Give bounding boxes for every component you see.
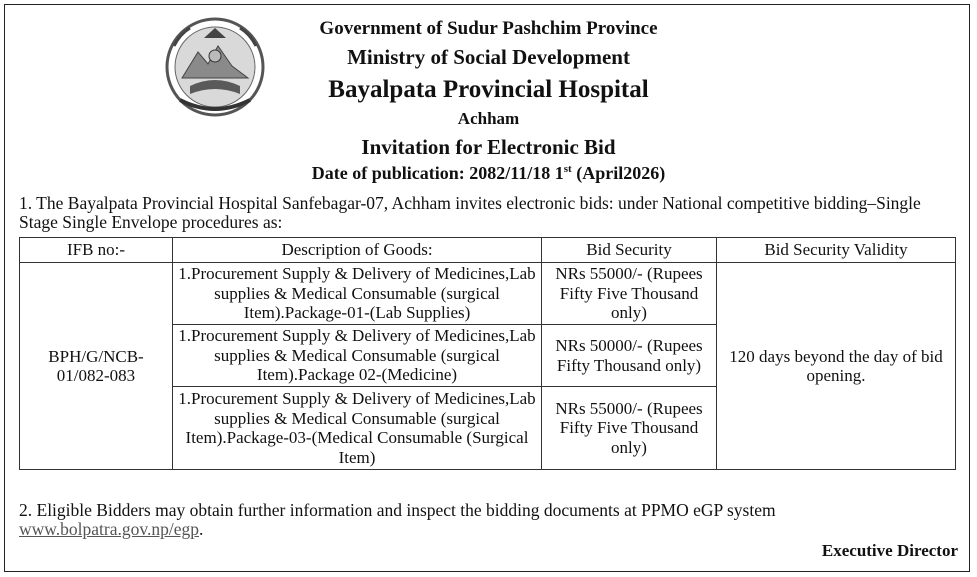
validity-cell: 120 days beyond the day of bid opening. [717,263,956,470]
description-cell: 1.Procurement Supply & Delivery of Medicines,Lab supplies & Medical Consumable (surgical Item).Package-01-(Lab Supplies) [173,263,542,325]
description-cell: 1.Procurement Supply & Delivery of Medicines,Lab supplies & Medical Consumable (surgical Item).Package-03-(Medical Consumable (Surgical Item) [173,387,542,470]
security-cell: NRs 55000/- (Rupees Fifty Five Thousand only) [542,263,717,325]
table-row [20,263,956,325]
publication-date [0,163,977,184]
header-validity: Bid Security Validity [717,238,956,263]
publication-date-text: Date of publication: 2082/11/18 1 [311,163,564,183]
publication-date-suffix: (April2026) [571,163,666,183]
ministry-heading: Ministry of Social Development [347,45,630,69]
bid-table [19,237,956,470]
table-header-row [20,238,956,263]
publication-date-sup: st [563,163,572,175]
header-description: Description of Goods: [173,238,542,263]
notice-title: Invitation for Electronic Bid [361,135,616,159]
eligibility-end: . [198,519,204,539]
header-security: Bid Security [542,238,717,263]
government-heading: Government of Sudur Pashchim Province [319,18,658,39]
egp-link[interactable]: www.bolpatra.gov.np/egp [19,519,199,539]
header-ifb: IFB no:- [20,238,173,263]
district-heading: Achham [457,109,520,128]
hospital-heading: Bayalpata Provincial Hospital [328,76,649,103]
eligibility-text: 2. Eligible Bidders may obtain further information and inspect the bidding documents at PPMO eGP system [19,500,776,520]
eligibility-paragraph [19,501,964,539]
description-cell: 1.Procurement Supply & Delivery of Medicines,Lab supplies & Medical Consumable (surgical Item).Package 02-(Medicine) [173,325,542,387]
ifb-number: BPH/G/NCB-01/082-083 [20,263,173,470]
security-cell: NRs 55000/- (Rupees Fifty Five Thousand only) [542,387,717,470]
intro-paragraph: 1. The Bayalpata Provincial Hospital Sanfebagar-07, Achham invites electronic bids: under National competitive bidding–Single Stage Single Envelope procedures as: [19,193,921,232]
signature: Executive Director [821,541,958,560]
security-cell: NRs 50000/- (Rupees Fifty Thousand only) [542,325,717,387]
